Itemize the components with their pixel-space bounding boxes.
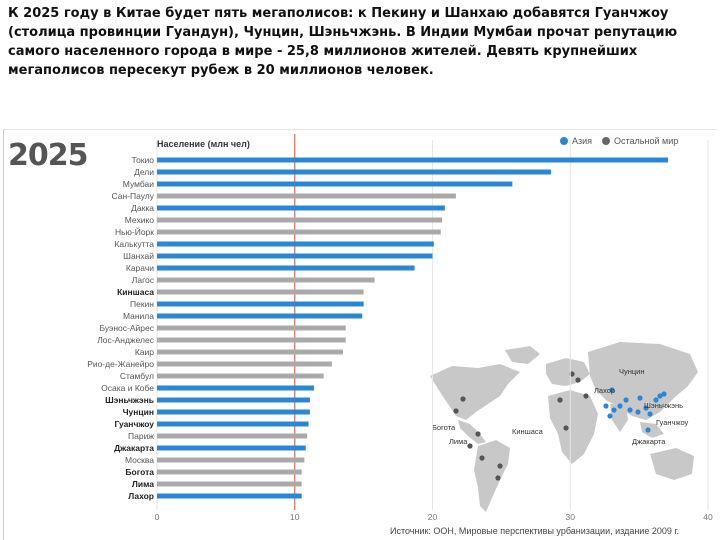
category-label-23: Гуанчжоу xyxy=(114,419,154,429)
source-note: Источник: ООН, Мировые перспективы урбанизации, издание 2009 г. xyxy=(390,526,680,536)
map-label-4: Гуанчжоу xyxy=(656,418,689,427)
map-city-dot-7 xyxy=(495,475,500,480)
bar-29 xyxy=(157,494,302,499)
map-label-5: Богота xyxy=(432,423,456,432)
bar-chart xyxy=(0,128,720,540)
map-city-dot-14 xyxy=(603,403,608,408)
bar-9 xyxy=(157,254,433,259)
map-city-dot-11 xyxy=(563,425,568,430)
category-label-10: Карачи xyxy=(125,263,154,273)
chart-grid xyxy=(157,134,708,510)
category-label-4: Сан-Паулу xyxy=(111,191,154,201)
map-australia xyxy=(650,448,694,480)
category-label-14: Манила xyxy=(122,311,154,321)
category-label-27: Богота xyxy=(125,467,154,477)
legend-label-asia: Азия xyxy=(572,136,593,146)
map-city-dot-4 xyxy=(467,443,472,448)
bar-7 xyxy=(157,230,441,235)
map-label-8: Джакарта xyxy=(632,437,666,446)
category-label-11: Лагос xyxy=(131,275,154,285)
x-tick-label-40: 40 xyxy=(703,512,713,522)
map-label-2: Лахор xyxy=(594,386,616,395)
map-city-dot-23 xyxy=(661,391,666,396)
map-city-dot-1 xyxy=(460,396,465,401)
category-label-18: Рио-де-Жанейро xyxy=(87,359,154,369)
bar-10 xyxy=(157,266,415,271)
bar-11 xyxy=(157,278,375,283)
category-label-7: Нью-Йорк xyxy=(114,227,154,237)
map-label-6: Киншаса xyxy=(512,427,543,436)
category-label-15: Буэнос-Айрес xyxy=(99,323,154,333)
category-label-2: Дели xyxy=(134,167,154,177)
category-label-26: Москва xyxy=(124,455,154,465)
bar-18 xyxy=(157,362,332,367)
bar-12 xyxy=(157,290,364,295)
map-city-dot-15 xyxy=(611,407,616,412)
chart-title: Население (млн чел) xyxy=(157,139,250,149)
bar-23 xyxy=(157,422,309,427)
map-city-dot-27 xyxy=(623,397,628,402)
map-city-dot-25 xyxy=(635,409,640,414)
map-label-3: Шэньчжэнь xyxy=(644,401,684,410)
x-tick-label-30: 30 xyxy=(565,512,575,522)
map-south-america xyxy=(474,440,510,512)
bar-24 xyxy=(157,434,307,439)
bar-1 xyxy=(157,158,668,163)
category-label-24: Париж xyxy=(128,431,154,441)
x-tick-label-10: 10 xyxy=(290,512,300,522)
map-city-dot-10 xyxy=(575,377,580,382)
map-city-dot-3 xyxy=(475,431,480,436)
x-axis-ticks xyxy=(155,512,713,522)
category-label-28: Лима xyxy=(131,479,154,489)
year-label: 2025 xyxy=(8,138,88,173)
category-label-9: Шанхай xyxy=(123,251,154,261)
map-city-dot-2 xyxy=(453,408,458,413)
bar-16 xyxy=(157,338,346,343)
category-label-20: Осака и Кобе xyxy=(101,383,154,393)
bar-4 xyxy=(157,194,456,199)
map-north-america xyxy=(430,364,520,420)
map-city-dot-8 xyxy=(557,397,562,402)
bar-22 xyxy=(157,410,310,415)
bar-8 xyxy=(157,242,434,247)
map-city-dot-5 xyxy=(479,455,484,460)
category-label-16: Лос-Анджелес xyxy=(97,335,154,345)
map-label-1: Чунцин xyxy=(619,367,645,376)
bar-27 xyxy=(157,470,302,475)
bar-25 xyxy=(157,446,306,451)
bar-28 xyxy=(157,482,302,487)
map-europe xyxy=(546,358,590,386)
map-city-dot-17 xyxy=(627,407,632,412)
category-label-17: Каир xyxy=(134,347,154,357)
category-label-3: Мумбаи xyxy=(122,179,154,189)
x-tick-label-0: 0 xyxy=(154,512,160,522)
category-label-8: Калькутта xyxy=(114,239,154,249)
legend-label-other: Остальной мир xyxy=(614,136,679,146)
category-labels xyxy=(87,155,155,501)
category-label-12: Киншаса xyxy=(117,287,154,297)
map-label-7: Лима xyxy=(449,437,468,446)
category-label-21: Шэньчжэнь xyxy=(105,395,154,405)
map-city-dot-20 xyxy=(647,411,652,416)
bar-14 xyxy=(157,314,362,319)
category-label-5: Дакка xyxy=(131,203,154,213)
bar-19 xyxy=(157,374,324,379)
map-city-dot-26 xyxy=(607,413,612,418)
category-label-19: Стамбул xyxy=(119,371,154,381)
bar-6 xyxy=(157,218,442,223)
bar-20 xyxy=(157,386,314,391)
map-city-dot-6 xyxy=(497,463,502,468)
map-city-dot-16 xyxy=(617,403,622,408)
category-label-1: Токио xyxy=(131,155,154,165)
chart-bars xyxy=(157,158,668,499)
bar-3 xyxy=(157,182,512,187)
bar-15 xyxy=(157,326,346,331)
category-label-29: Лахор xyxy=(128,491,154,501)
map-city-dot-18 xyxy=(637,395,642,400)
caption-text: К 2025 году в Китае будет пять мегаполисов: к Пекину и Шанхаю добавятся Гуанчжоу (столица провинции Гуандун), Чунцин, Шэньчжэнь. В Индии Мумбаи прочат репутацию самого населенного города в мире - 25,8 миллионов жителей. Девять крупнейших мегаполисов пересекут рубеж в 20 миллионов человек. xyxy=(8,6,678,78)
bar-26 xyxy=(157,458,304,463)
map-city-dot-12 xyxy=(583,393,588,398)
category-label-22: Чунцин xyxy=(122,407,154,417)
x-tick-label-20: 20 xyxy=(427,512,438,522)
map-city-dot-24 xyxy=(645,427,650,432)
map-africa xyxy=(548,390,598,464)
bar-21 xyxy=(157,398,310,403)
bar-13 xyxy=(157,302,364,307)
category-label-13: Пекин xyxy=(130,299,154,309)
bar-2 xyxy=(157,170,551,175)
world-map xyxy=(430,342,698,512)
bar-17 xyxy=(157,350,343,355)
category-label-6: Мехико xyxy=(124,215,154,225)
map-greenland xyxy=(505,346,540,364)
category-label-25: Джакарта xyxy=(114,443,154,453)
bar-5 xyxy=(157,206,445,211)
